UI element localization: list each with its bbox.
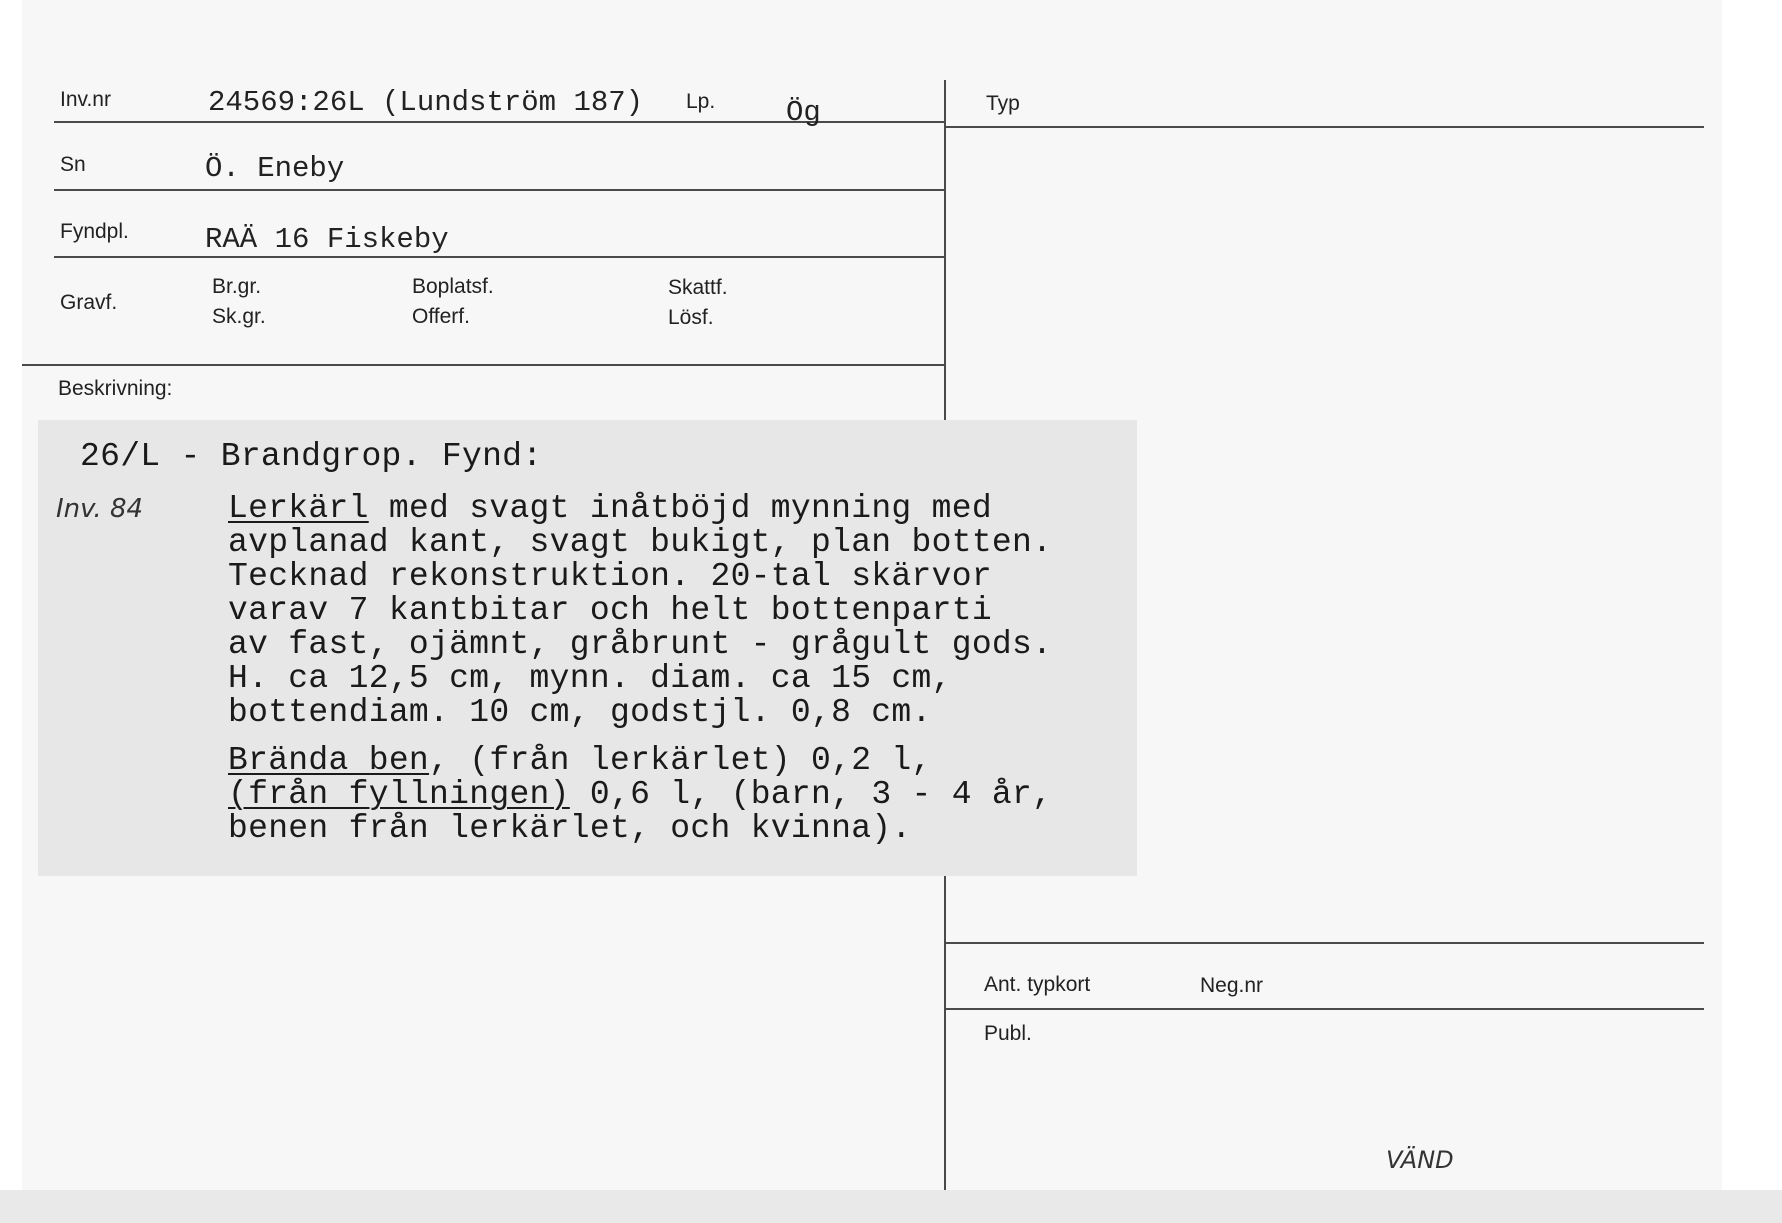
typ-label: Typ <box>986 92 1020 115</box>
lp-label: Lp. <box>686 90 716 113</box>
lp-value: Ög <box>786 96 821 129</box>
publ-label: Publ. <box>984 1022 1032 1045</box>
rule-typ <box>946 126 1704 128</box>
description-para1-line7: bottendiam. 10 cm, godstjl. 0,8 cm. <box>228 694 932 731</box>
vand-note: VÄND <box>1386 1146 1454 1174</box>
inv-nr-value: 24569:26L (Lundström 187) <box>208 86 644 119</box>
description-para2-line1 <box>228 742 932 779</box>
fyndpl-label: Fyndpl. <box>60 220 129 243</box>
card-edge <box>1722 0 1782 1223</box>
rule-ant-top <box>946 942 1704 944</box>
scan-bottom-strip <box>0 1190 1782 1223</box>
skgr-option: Sk.gr. <box>212 305 266 328</box>
branda-ben-term: Brända ben <box>228 742 430 779</box>
rule-fyndpl <box>54 256 945 258</box>
offerf-option: Offerf. <box>412 305 470 328</box>
para1-line1-rest: med svagt inåtböjd mynning med <box>368 490 992 527</box>
description-heading: 26/L - Brandgrop. Fynd: <box>80 438 543 475</box>
inv-nr-label: Inv.nr <box>60 88 111 111</box>
fyllningen-term: (från fyllningen) <box>228 776 570 813</box>
losf-option: Lösf. <box>668 306 714 329</box>
fyndpl-value: RAÄ 16 Fiskeby <box>205 223 449 256</box>
beskrivning-label: Beskrivning: <box>58 377 173 400</box>
description-para1-line1 <box>228 490 992 527</box>
para2-line2-rest: 0,6 l, (barn, 3 - 4 år, <box>569 776 1053 813</box>
gravf-label: Gravf. <box>60 291 118 314</box>
description-para2-line2 <box>228 776 1052 813</box>
description-para1-line2: avplanad kant, svagt bukigt, plan botten. <box>228 524 1053 561</box>
sn-value: Ö. Eneby <box>205 152 345 185</box>
description-para1-line6: H. ca 12,5 cm, mynn. diam. ca 15 cm, <box>228 660 952 697</box>
description-para2-line3: benen från lerkärlet, och kvinna). <box>228 810 912 847</box>
para2-line1-rest: , (från lerkärlet) 0,2 l, <box>429 742 932 779</box>
ant-typkort-label: Ant. typkort <box>984 973 1091 996</box>
rule-ant-bottom <box>946 1008 1704 1010</box>
boplatsf-option: Boplatsf. <box>412 275 494 298</box>
lerkarl-term: Lerkärl <box>228 490 369 527</box>
rule-gravf <box>22 364 945 366</box>
rule-sn <box>54 189 945 191</box>
skattf-option: Skattf. <box>668 276 728 299</box>
brgr-option: Br.gr. <box>212 275 262 298</box>
neg-nr-label: Neg.nr <box>1200 974 1264 997</box>
sn-label: Sn <box>60 153 86 176</box>
margin-note: Inv. 84 <box>56 494 144 524</box>
description-para1-line4: varav 7 kantbitar och helt bottenparti <box>228 592 992 629</box>
description-para1-line3: Tecknad rekonstruktion. 20-tal skärvor <box>228 558 992 595</box>
description-para1-line5: av fast, ojämnt, gråbrunt - grågult gods. <box>228 626 1053 663</box>
